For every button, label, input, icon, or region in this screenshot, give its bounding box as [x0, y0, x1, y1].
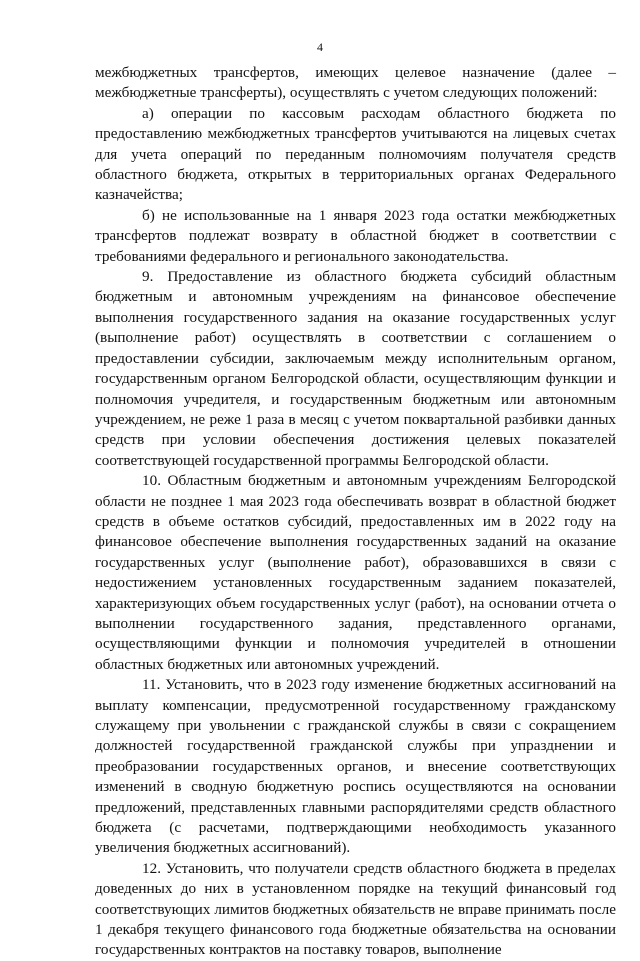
paragraph: 12. Установить, что получатели средств областного бюджета в пределах доведенных до них в установленном порядке на текущий финансовый год соответствующих лимитов бюджетных обязательств не вправе принимать после 1 декабря текущего финансового года бюджетные обязательства на основании государственных контрактов на поставку товаров, выполнение [95, 859, 616, 959]
document-body [95, 63, 616, 961]
paragraph: 10. Областным бюджетным и автономным учреждениям Белгородской области не позднее 1 мая 2023 года обеспечивать возврат в областной бюджет средств в объеме остатков субсидий, предоставленных им в 2022 году на финансовое обеспечение выполнения государственных заданий на оказание государственных услуг (выполнение работ), образовавшихся в связи с недостижением установленных государственным заданием показателей, характеризующих объем государственных услуг (работ), на основании отчета о выполнении государственного задания, представленного органами, осуществляющими функции и полномочия учредителей в отношении областных бюджетных или автономных учреждений. [95, 472, 616, 673]
page-number: 4 [317, 40, 323, 54]
paragraph: 9. Предоставление из областного бюджета субсидий областным бюджетным и автономным учреждениям на финансовое обеспечение выполнения государственного задания на оказание государственных услуг (выполнение работ) осуществлять в соответствии с соглашением о предоставлении субсидии, заключаемым между исполнительным органом, государственным органом Белгородской области, осуществляющим функции и полномочия учредителя, и государственным бюджетным или автономным учреждением, не реже 1 раза в месяц с учетом поквартальной разбивки данных средств при условии обеспечения достижения целевых показателей соответствующей государственной программы Белгородской области. [95, 268, 616, 469]
paragraph: а) операции по кассовым расходам областного бюджета по предоставлению межбюджетных трансфертов учитываются на лицевых счетах для учета операций по переданным полномочиям получателя средств областного бюджета, открытых в территориальных органах Федерального казначейства; [95, 104, 616, 204]
paragraph: межбюджетных трансфертов, имеющих целевое назначение (далее – межбюджетные трансферты), осуществлять с учетом следующих положений: [95, 64, 616, 102]
paragraph: б) не использованные на 1 января 2023 года остатки межбюджетных трансфертов подлежат возврату в областной бюджет в соответствии с требованиями федерального и регионального законодательства. [95, 206, 616, 265]
paragraph: 11. Установить, что в 2023 году изменение бюджетных ассигнований на выплату компенсации, предусмотренной государственному гражданскому служащему при увольнении с гражданской службы в связи с сокращением должностей государственной гражданской службы при упразднении и преобразовании государственных органов, и внесение соответствующих изменений в сводную бюджетную роспись осуществляются на основании предложений, представленных главными распорядителями средств областного бюджета (с расчетами, подтверждающими необходимость указанного увеличения бюджетных ассигнований). [95, 676, 616, 857]
